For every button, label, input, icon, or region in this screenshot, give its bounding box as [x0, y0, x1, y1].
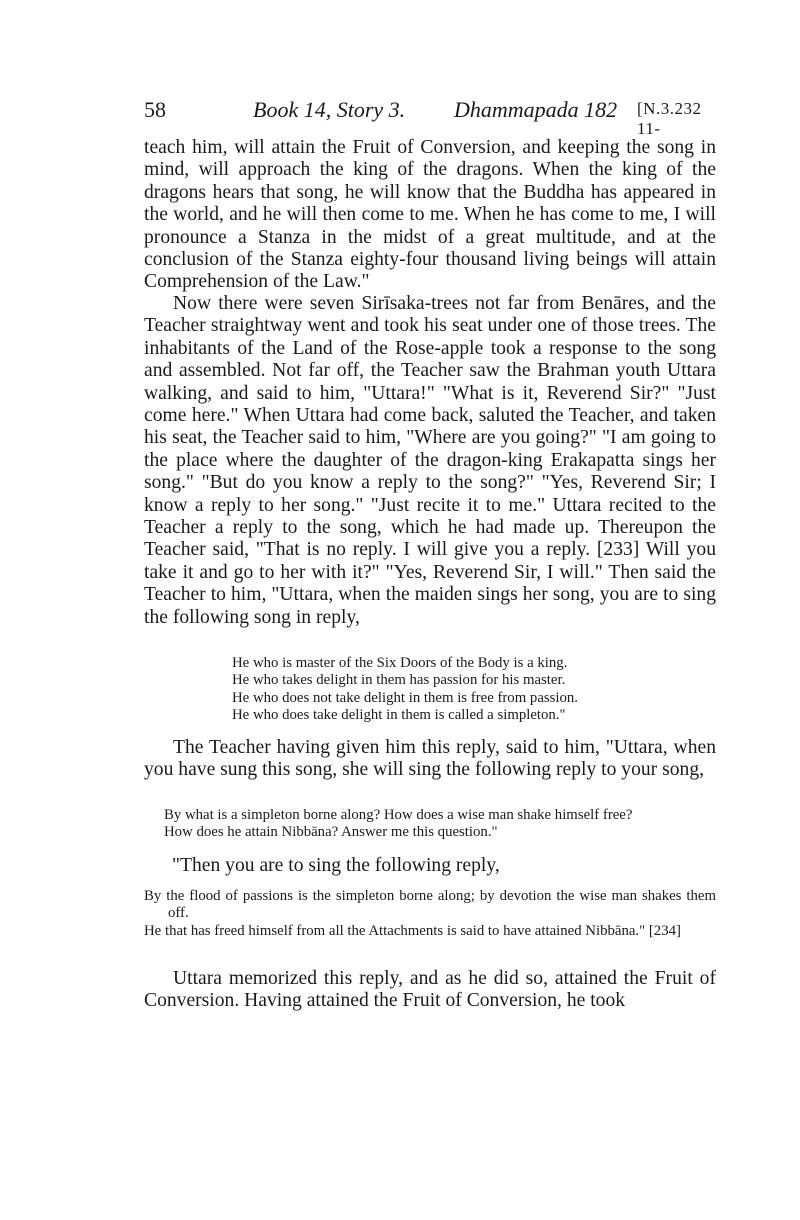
- book-story-title: Book 14, Story 3.: [253, 97, 406, 122]
- verse-line: He who is master of the Six Doors of the Body is a king.: [232, 655, 568, 671]
- running-header: [144, 97, 724, 138]
- verse-line: He who takes delight in them has passion for his master.: [232, 672, 566, 689]
- paragraph-5: Uttara memorized this reply, and as he did so, attained the Fruit of Conversion. Having attained the Fruit of Conversion, he took: [144, 968, 716, 1012]
- paragraph-3: The Teacher having given him this reply, said to him, "Uttara, when you have sung this song, she will sing the following reply to your song,: [144, 737, 716, 781]
- page-number: 58: [144, 97, 166, 122]
- text-reference: [N.3.232 11-: [637, 99, 702, 138]
- paragraph-1: teach him, will attain the Fruit of Conversion, and keeping the song in mind, will approach the king of the dragons. When the king of the dragons hears that song, he will know that the Buddha has appeared in the world, and he will then come to me. When he has come to me, I will pronounce a Stanza in the midst of a great multitude, and at the conclusion of the Stanza eighty-four thousand living beings will attain Comprehension of the Law.": [144, 137, 716, 293]
- verse-final-reply: [144, 888, 716, 940]
- verse-line: He who does not take delight in them is free from passion.: [232, 689, 579, 706]
- verse-stanza: By the flood of passions is the simpleton borne along; by devotion the wise man shakes them off.: [144, 888, 716, 922]
- verse-line: By what is a simpleton borne along? How does a wise man shake himself free?: [164, 807, 633, 823]
- verse-line: How does he attain Nibbāna? Answer me this question.": [164, 824, 498, 841]
- paragraph-4: "Then you are to sing the following reply,: [172, 855, 500, 876]
- dhammapada-verse-ref: Dhammapada 182: [454, 97, 618, 122]
- verse-stanza: He that has freed himself from all the Attachments is said to have attained Nibbāna." [234]: [144, 922, 681, 939]
- verse-line: He who does take delight in them is called a simpleton.": [232, 707, 566, 724]
- paragraph-2: Now there were seven Sirīsaka-trees not far from Benāres, and the Teacher straightway went and took his seat under one of those trees. The inhabitants of the Land of the Rose-apple took a response to the song and assembled. Not far off, the Teacher saw the Brahman youth Uttara walking, and said to him, "Uttara!" "What is it, Reverend Sir?" "Just come here." When Uttara had come back, saluted the Teacher, and taken his seat, the Teacher said to him, "Where are you going?" "I am going to the place where the daughter of the dragon-king Erakapatta sings her song." "But do you know a reply to the song?" "Yes, Reverend Sir; I know a reply to her song." "Just recite it to me." Uttara recited to the Teacher a reply to the song, which he had made up. Thereupon the Teacher said, "That is no reply. I will give you a reply. [233] Will you take it and go to her with it?" "Yes, Reverend Sir, I will." Then said the Teacher to him, "Uttara, when the maiden sings her song, you are to sing the following song in reply,: [144, 293, 716, 628]
- verse-maiden-reply: [164, 807, 724, 842]
- verse-king-song: [232, 655, 652, 725]
